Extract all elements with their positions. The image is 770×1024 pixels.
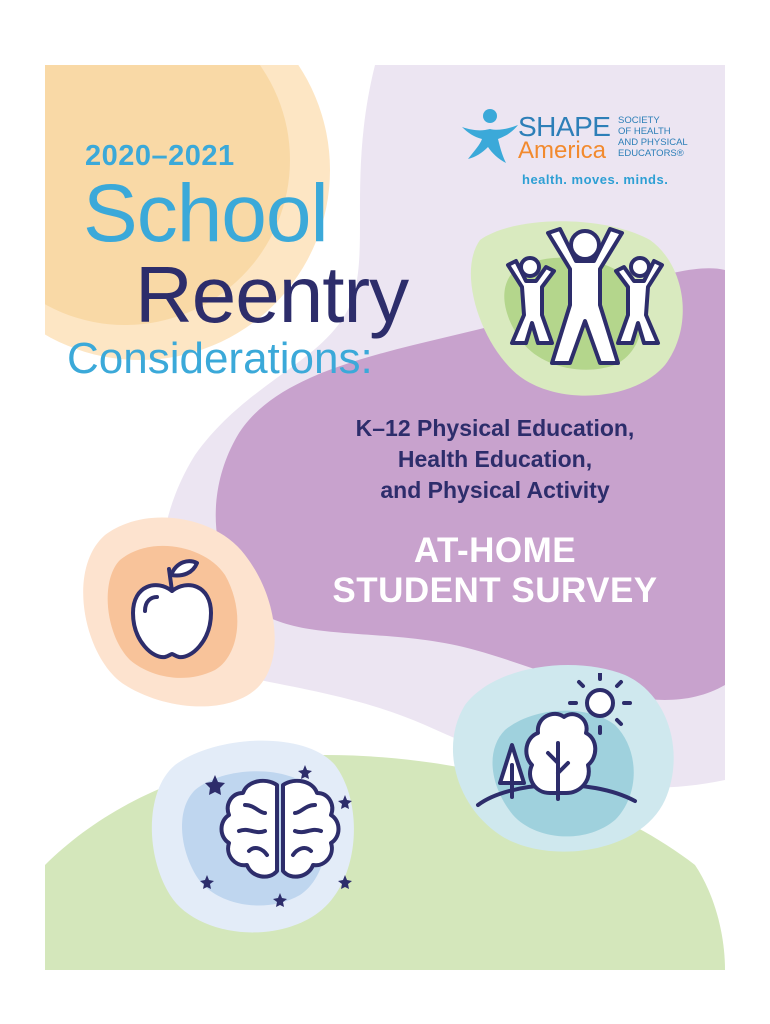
survey-heading [285, 531, 705, 611]
shape-america-person-icon [460, 105, 520, 165]
shape-america-logo [460, 105, 700, 190]
logo-shape-text: SHAPE [518, 111, 611, 142]
logo-side-line: SOCIETY [618, 115, 660, 126]
title-considerations: Considerations: [67, 334, 373, 383]
logo-tagline: health. moves. minds. [522, 172, 669, 187]
logo-society-text [618, 115, 688, 159]
logo-side-line: AND PHYSICAL [618, 137, 688, 148]
survey-line: AT-HOME [413, 531, 577, 570]
survey-cover [45, 65, 725, 970]
logo-america-text: America [518, 137, 607, 164]
people-jumping-icon [500, 225, 670, 375]
title-reentry: Reentry [135, 250, 409, 339]
brain-icon [195, 755, 365, 915]
subtitle-line: K–12 Physical Education, [355, 415, 635, 441]
subtitle-line: and Physical Activity [380, 477, 610, 503]
logo-side-line: EDUCATORS® [618, 148, 684, 159]
year-label: 2020–2021 [85, 140, 235, 172]
trees-sun-icon [470, 673, 650, 823]
apple-icon [127, 555, 217, 665]
subtitle [305, 413, 685, 506]
title-school: School [83, 168, 328, 259]
survey-line: STUDENT SURVEY [332, 571, 658, 610]
logo-side-line: OF HEALTH [618, 126, 671, 137]
subtitle-line: Health Education, [397, 446, 593, 472]
